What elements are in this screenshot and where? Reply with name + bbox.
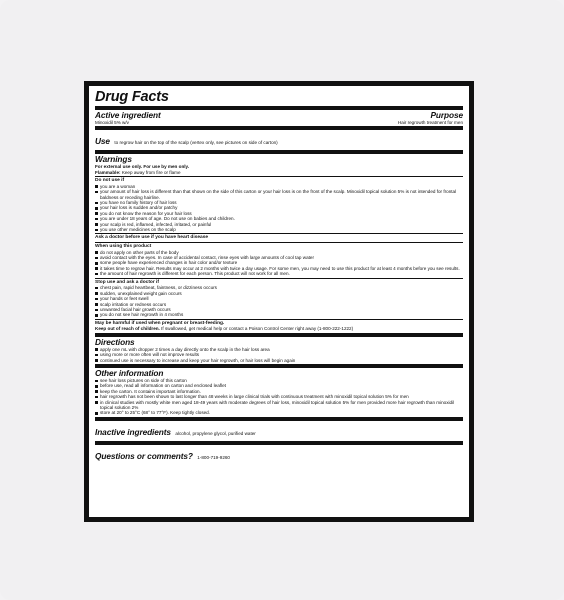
list-item: your scalp is red, inflamed, infected, irritated, or painful	[95, 222, 463, 227]
list-item: hair regrowth has not been shown to last longer than 48 weeks in large clinical trials with continuous treatment with minoxidil topical solution 5% for men	[95, 394, 463, 399]
list-item: you are a woman	[95, 184, 463, 189]
when-using-heading: When using this product	[95, 244, 152, 250]
list-item: your amount of hair loss is different than that shown on the side of this carton or your hair loss is on the front of the scalp. Minoxidil topical solution 5% is not intended for frontal baldness or receding hairline.	[95, 189, 463, 200]
list-item: keep the carton. It contains important information.	[95, 389, 463, 394]
questions-phone: 1-800-719-9260	[197, 454, 230, 460]
use-heading: Use	[95, 136, 110, 147]
divider	[95, 417, 463, 421]
list-item: sudden, unexplained weight gain occurs	[95, 291, 463, 296]
active-ingredient-heading: Active ingredient	[95, 110, 161, 120]
active-ingredient-row	[95, 120, 463, 125]
purpose-heading: Purpose	[430, 110, 463, 120]
list-item: apply one mL with dropper 2 times a day directly onto the scalp in the hair loss area	[95, 347, 463, 352]
list-item: in clinical studies with mostly white men aged 18-49 years with moderate degrees of hair loss, minoxidil topical solution 5% for men provided more hair regrowth than minoxidil topical solution 2%	[95, 400, 463, 411]
keep-out-line	[95, 326, 463, 331]
list-item: store at 20° to 25°C (68° to 77°F). Keep tightly closed.	[95, 410, 463, 415]
divider	[95, 319, 463, 320]
list-item: you do not know the reason for your hair loss	[95, 211, 463, 216]
divider	[95, 176, 463, 177]
divider	[95, 242, 463, 243]
list-item: you are under 18 years of age. Do not use on babies and children.	[95, 216, 463, 221]
other-information-section	[95, 369, 463, 416]
do-not-use-heading: Do not use if	[95, 178, 125, 184]
list-item: you have no family history of hair loss	[95, 200, 463, 205]
use-section	[95, 131, 463, 149]
stop-use-heading: Stop use and ask a doctor if	[95, 279, 159, 285]
warnings-section	[95, 155, 463, 331]
external-use-text: For external use only. For use by men only.	[95, 164, 190, 170]
when-using-list	[95, 250, 463, 277]
directions-list	[95, 347, 463, 363]
divider	[95, 150, 463, 154]
do-not-use-list	[95, 184, 463, 233]
other-information-list	[95, 378, 463, 416]
purpose-value: Hair regrowth treatment for men	[397, 120, 463, 125]
list-item: do not apply on other parts of the body	[95, 250, 463, 255]
directions-heading: Directions	[95, 336, 135, 347]
list-item: before use, read all information on carton and enclosed leaflet	[95, 383, 463, 388]
list-item: you use other medicines on the scalp	[95, 227, 463, 232]
drug-facts-label	[84, 81, 474, 522]
questions-heading: Questions or comments?	[95, 450, 193, 461]
inactive-ingredients-section	[95, 422, 463, 440]
inactive-ingredients-text: alcohol, propylene glycol, purified water	[175, 430, 256, 436]
directions-section	[95, 338, 463, 363]
list-item: you do not see hair regrowth in 4 months	[95, 312, 463, 317]
divider	[95, 278, 463, 279]
list-item: continued use is necessary to increase and keep your hair regrowth, or hair loss will begin again	[95, 358, 463, 363]
drug-facts-title: Drug Facts	[95, 89, 169, 105]
list-item: using more or more often will not improve results	[95, 352, 463, 357]
use-text: to regrow hair on the top of the scalp (vertex only, see pictures on side of carton)	[114, 140, 278, 146]
list-item: some people have experienced changes in hair color and/or texture	[95, 260, 463, 265]
list-item: your hands or feet swell	[95, 296, 463, 301]
inactive-ingredients-heading: Inactive ingredients	[95, 426, 171, 437]
keep-out-text: If swallowed, get medical help or contact a Poison Control Center right away (1-800-222-1222)	[161, 326, 354, 332]
ask-doctor-text: Ask a doctor before use if you have heart disease	[95, 235, 209, 241]
flammable-text: Keep away from fire or flame	[121, 169, 181, 175]
flammable-label: Flammable:	[95, 169, 121, 175]
list-item: chest pain, rapid heartbeat, faintness, or dizziness occurs	[95, 285, 463, 290]
active-ingredient-value: Minoxidil 5% w/v	[95, 120, 129, 125]
questions-section	[95, 446, 463, 464]
pregnancy-warning: May be harmful if used when pregnant or breast-feeding.	[95, 320, 225, 326]
divider	[95, 441, 463, 445]
list-item: scalp irritation or redness occurs	[95, 302, 463, 307]
warnings-heading: Warnings	[95, 154, 132, 165]
list-item: the amount of hair regrowth is different for each person. This product will not work for all men.	[95, 271, 463, 276]
list-item: see hair loss pictures on side of this carton	[95, 378, 463, 383]
other-information-heading: Other information	[95, 367, 164, 378]
divider	[95, 126, 463, 130]
divider	[95, 333, 463, 337]
stop-use-list	[95, 285, 463, 317]
list-item: your hair loss is sudden and/or patchy	[95, 205, 463, 210]
list-item: avoid contact with the eyes. In case of accidental contact, rinse eyes with large amounts of cool tap water	[95, 255, 463, 260]
list-item: it takes time to regrow hair. Results may occur at 2 months with twice a day usage. For some men, you may need to use this product for at least 4 months before you see results.	[95, 266, 463, 271]
active-ingredient-header	[95, 111, 463, 120]
list-item: unwanted facial hair growth occurs	[95, 307, 463, 312]
keep-out-label: Keep out of reach of children.	[95, 326, 160, 332]
flammable-line	[95, 170, 463, 175]
